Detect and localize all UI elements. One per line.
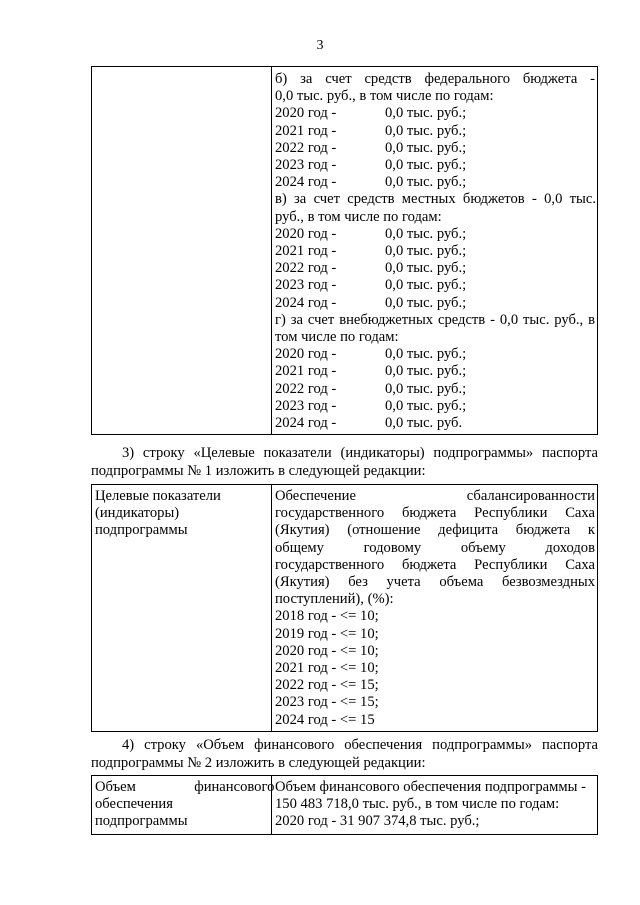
year-amount-row <box>275 295 595 312</box>
table3-text-cell <box>272 776 598 835</box>
indicator-value: 2024 год - <= 15 <box>275 711 375 728</box>
funding-source-line: том числе по годам: <box>275 329 399 346</box>
amount-value: 0,0 тыс. руб.; <box>385 397 467 414</box>
year-amount-row <box>275 346 595 363</box>
year-label: 2021 год - <box>275 122 337 139</box>
indicator-value: 2020 год - <= 10; <box>275 642 379 659</box>
amount-value: 0,0 тыс. руб.; <box>385 363 467 380</box>
year-amount-row <box>275 277 595 294</box>
year-amount-row <box>275 243 595 260</box>
year-label: 2020 год - <box>275 225 337 242</box>
instruction-3-line1: 3) строку «Целевые показатели (индикаторы) подпрограммы» паспорта <box>122 445 598 461</box>
table3-label-line: Объем финансового <box>95 779 275 795</box>
table2-text-line: государственного бюджета Республики Саха <box>275 505 595 522</box>
year-amount-row <box>275 105 595 122</box>
instruction-paragraph-3 <box>91 445 598 480</box>
instruction-paragraph-4 <box>91 737 598 772</box>
financing-volume-table <box>91 775 598 835</box>
funding-source-line: 0,0 тыс. руб., в том числе по годам: <box>275 88 494 105</box>
amount-value: 0,0 тыс. руб.; <box>385 105 467 122</box>
indicator-value: 2023 год - <= 15; <box>275 694 379 711</box>
amount-value: 0,0 тыс. руб.; <box>385 174 467 191</box>
table3-text-line: 150 483 718,0 тыс. руб., в том числе по годам: <box>275 796 560 813</box>
target-indicators-table <box>91 484 598 732</box>
year-label: 2021 год - <box>275 243 337 260</box>
page-number: 3 <box>316 38 324 53</box>
table2-label-line: подпрограммы <box>95 522 188 539</box>
year-label: 2023 год - <box>275 397 337 414</box>
funding-source-line: б) за счет средств федерального бюджета - <box>275 71 595 87</box>
table2-text-line: (Якутия) без учета объема безвозмездных <box>275 574 595 591</box>
year-label: 2024 год - <box>275 174 337 191</box>
amount-value: 0,0 тыс. руб.; <box>385 260 467 277</box>
table1-label-cell <box>92 67 272 435</box>
year-label: 2020 год - <box>275 105 337 122</box>
table3-text-line: Объем финансового обеспечения подпрограммы - <box>275 779 586 795</box>
amount-value: 0,0 тыс. руб. <box>385 415 463 432</box>
funding-source-line: руб., в том числе по годам: <box>275 208 442 225</box>
table2-text-line: общему годовому объему доходов <box>275 539 595 556</box>
amount-value: 0,0 тыс. руб.; <box>385 139 467 156</box>
year-amount-row <box>275 398 595 415</box>
instruction-3-line2: подпрограммы № 1 изложить в следующей редакции: <box>91 462 426 479</box>
year-label: 2024 год - <box>275 294 337 311</box>
table3-text-line: 2020 год - 31 907 374,8 тыс. руб.; <box>275 813 480 830</box>
instruction-4-line1: 4) строку «Объем финансового обеспечения подпрограммы» паспорта <box>122 737 598 753</box>
table2-text-line: (Якутия) (отношение дефицита бюджета к <box>275 522 595 539</box>
funding-source-line: г) за счет внебюджетных средств - 0,0 тыс. руб., в <box>275 311 595 328</box>
year-label: 2020 год - <box>275 346 337 363</box>
amount-value: 0,0 тыс. руб.; <box>385 294 467 311</box>
year-amount-row <box>275 381 595 398</box>
instruction-4-line2: подпрограммы № 2 изложить в следующей редакции: <box>91 754 426 771</box>
year-amount-row <box>275 157 595 174</box>
amount-value: 0,0 тыс. руб.; <box>385 346 467 363</box>
table2-text-line: Обеспечение сбалансированности <box>275 488 595 504</box>
indicator-value: 2022 год - <= 15; <box>275 677 379 694</box>
year-amount-row <box>275 174 595 191</box>
table3-label-line: подпрограммы <box>95 813 188 830</box>
financing-table-continued <box>91 66 598 435</box>
year-amount-row <box>275 260 595 277</box>
amount-value: 0,0 тыс. руб.; <box>385 157 467 174</box>
year-amount-row <box>275 363 595 380</box>
table2-label-line: Целевые показатели <box>95 488 221 504</box>
amount-value: 0,0 тыс. руб.; <box>385 243 467 260</box>
year-label: 2022 год - <box>275 139 337 156</box>
year-amount-row <box>275 123 595 140</box>
year-amount-row <box>275 226 595 243</box>
funding-source-line: в) за счет средств местных бюджетов - 0,0 тыс. <box>275 191 596 208</box>
amount-value: 0,0 тыс. руб.; <box>385 225 467 242</box>
table2-text-line: государственного бюджета Республики Саха <box>275 556 595 573</box>
table2-text-line: поступлений), (%): <box>275 591 394 608</box>
amount-value: 0,0 тыс. руб.; <box>385 277 467 294</box>
year-label: 2022 год - <box>275 260 337 277</box>
table3-label-line: обеспечения <box>95 796 173 813</box>
year-label: 2023 год - <box>275 157 337 174</box>
year-label: 2024 год - <box>275 415 337 432</box>
table2-text-cell <box>272 485 598 732</box>
table2-label-cell <box>92 485 272 732</box>
year-label: 2023 год - <box>275 277 337 294</box>
table3-label-cell <box>92 776 275 835</box>
table2-label-line: (индикаторы) <box>95 505 180 522</box>
table1-text-cell <box>272 67 598 435</box>
amount-value: 0,0 тыс. руб.; <box>385 122 467 139</box>
indicator-value: 2021 год - <= 10; <box>275 660 379 677</box>
indicator-value: 2019 год - <= 10; <box>275 625 379 642</box>
amount-value: 0,0 тыс. руб.; <box>385 380 467 397</box>
year-amount-row <box>275 415 595 432</box>
year-label: 2022 год - <box>275 380 337 397</box>
indicator-value: 2018 год - <= 10; <box>275 608 379 625</box>
year-label: 2021 год - <box>275 363 337 380</box>
year-amount-row <box>275 140 595 157</box>
